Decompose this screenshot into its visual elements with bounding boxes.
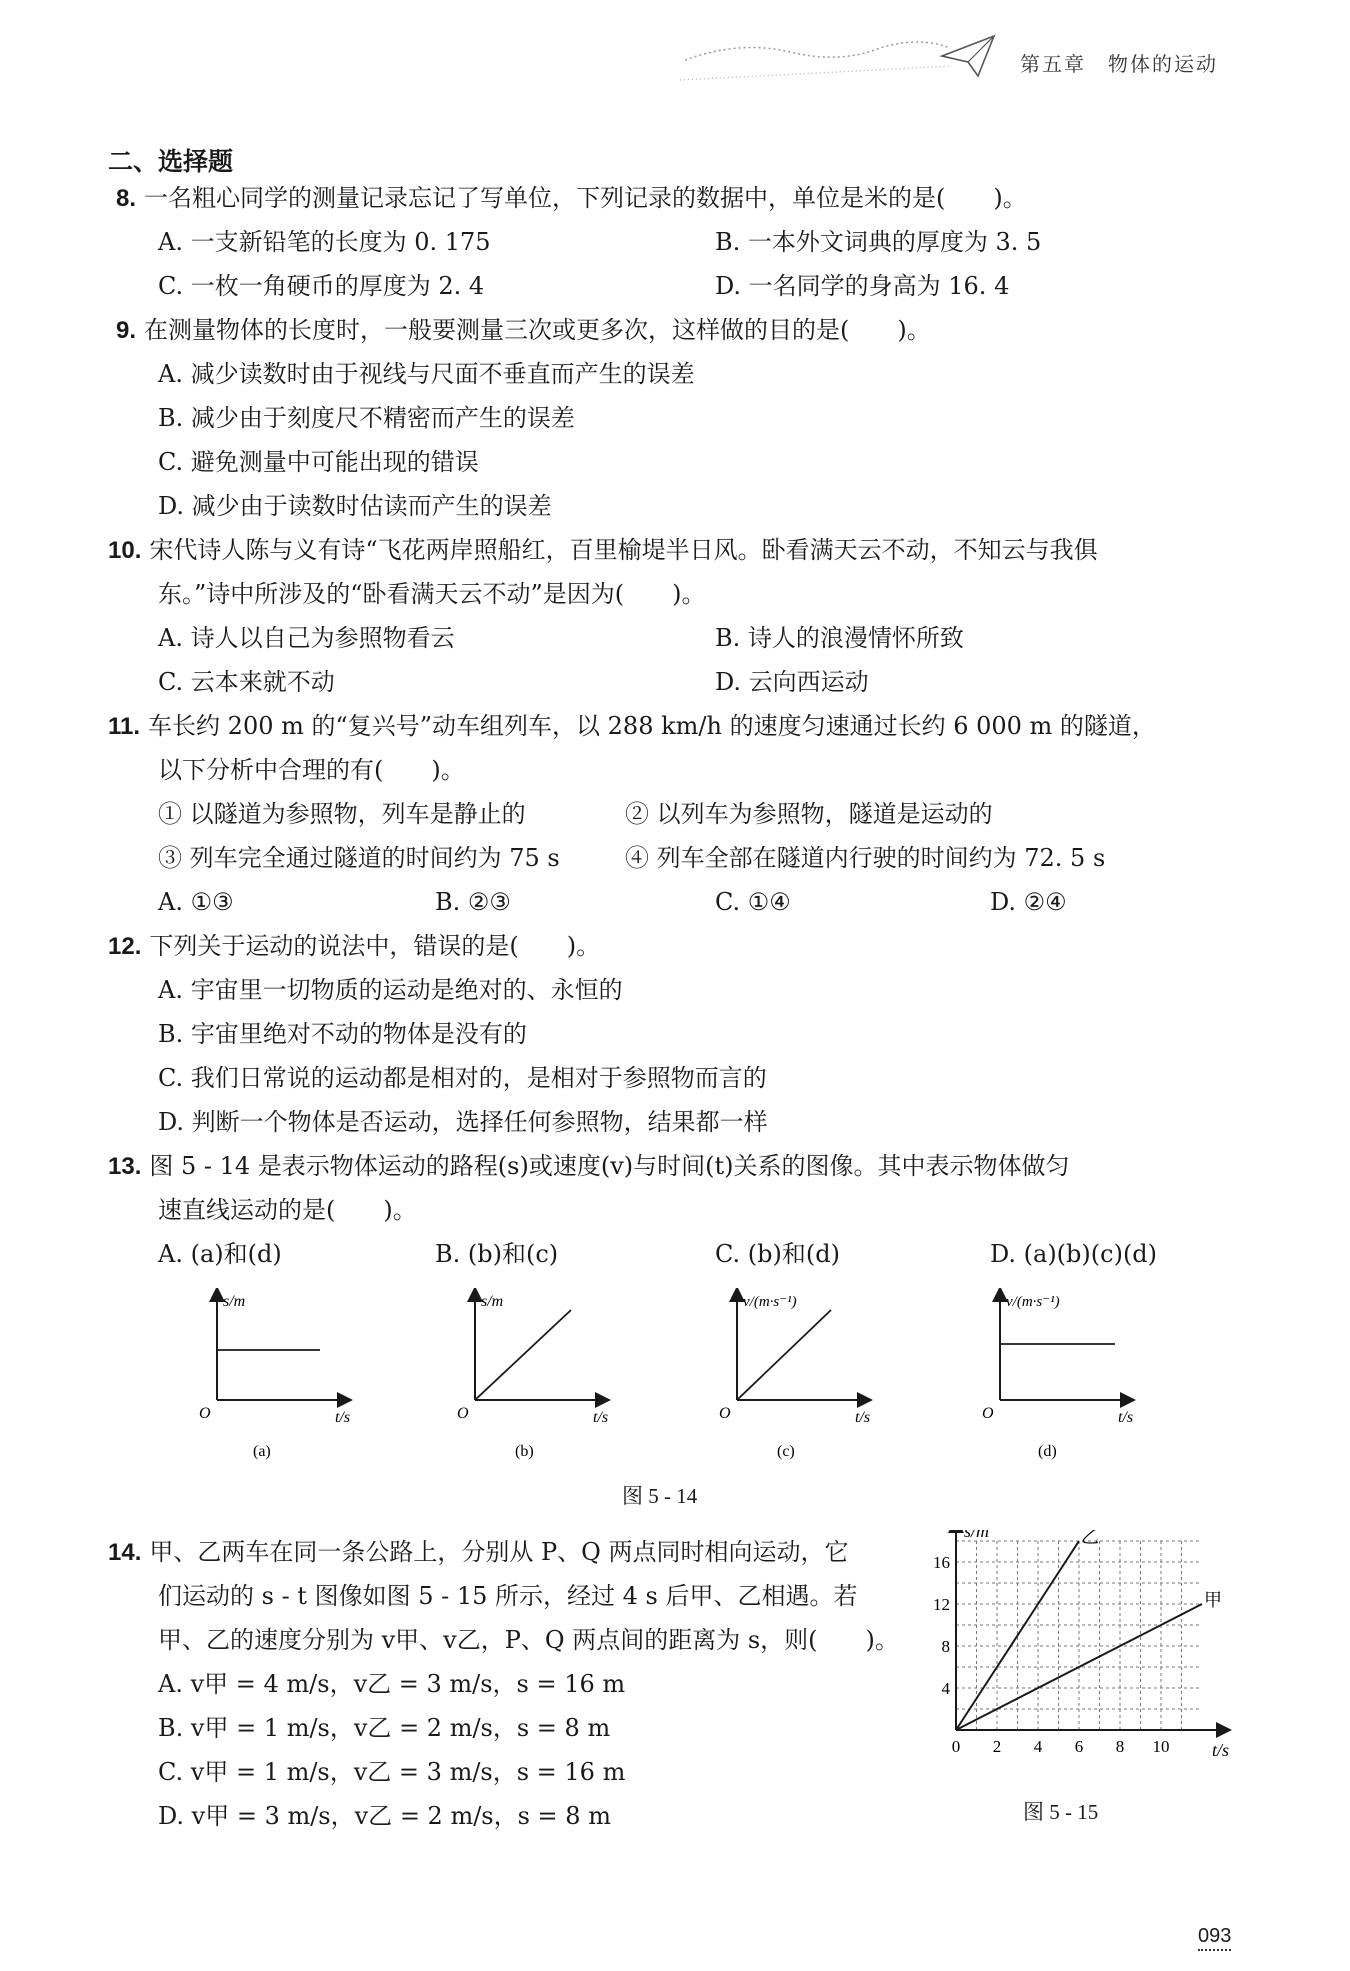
question-8-option-d: D. 一名同学的身高为 16. 4 <box>715 272 1010 300</box>
question-number: 8. <box>116 185 137 212</box>
question-8-stem: 8. 一名粗心同学的测量记录忘记了写单位，下列记录的数据中，单位是米的是( )。 <box>116 184 1027 212</box>
question-13-option-d: D. (a)(b)(c)(d) <box>990 1240 1158 1268</box>
y-axis-label: s/m <box>481 1293 504 1310</box>
y-axis-label: v/(m·s⁻¹) <box>743 1294 797 1310</box>
question-9-stem: 9. 在测量物体的长度时，一般要测量三次或更多次，这样做的目的是( )。 <box>116 316 931 344</box>
sub-caption: (d) <box>1038 1443 1057 1460</box>
figure-5-14-graph-c <box>715 1288 885 1467</box>
question-12-option-c: C. 我们日常说的运动都是相对的，是相对于参照物而言的 <box>158 1064 767 1092</box>
question-11-option-c: C. ①④ <box>715 888 791 916</box>
chart-series <box>956 1530 1222 1730</box>
figure-5-15-chart <box>930 1530 1250 1794</box>
x-tick-label: 4 <box>1033 1737 1043 1756</box>
x-tick-label: 10 <box>1152 1737 1170 1756</box>
question-14-option-c: C. v甲 = 1 m/s，v乙 = 3 m/s，s = 16 m <box>158 1758 626 1786</box>
chapter-title: 第五章 物体的运动 <box>1020 52 1218 76</box>
question-11-statement-1: ① 以隧道为参照物，列车是静止的 <box>158 800 526 828</box>
sub-caption: (c) <box>777 1443 795 1460</box>
question-14-stem-line-2: 们运动的 s - t 图像如图 5 - 15 所示，经过 4 s 后甲、乙相遇。若 <box>158 1582 858 1610</box>
question-11-stem-line-2: 以下分析中合理的有( )。 <box>158 756 465 784</box>
question-13-option-c: C. (b)和(d) <box>715 1240 840 1268</box>
question-number: 10. <box>108 537 142 564</box>
question-11-option-d: D. ②④ <box>990 888 1067 916</box>
graph-line <box>737 1310 831 1400</box>
sub-caption: (b) <box>515 1443 534 1460</box>
x-axis-label: t/s <box>1212 1740 1230 1760</box>
header-decoration <box>680 30 1010 90</box>
question-9-option-d: D. 减少由于读数时估读而产生的误差 <box>158 492 552 520</box>
question-14-option-b: B. v甲 = 1 m/s，v乙 = 2 m/s，s = 8 m <box>158 1714 611 1742</box>
question-12-stem: 12. 下列关于运动的说法中，错误的是( )。 <box>108 932 601 960</box>
question-number: 12. <box>108 933 142 960</box>
graph-line <box>475 1310 571 1400</box>
origin-label: O <box>719 1405 731 1422</box>
figure-5-14-graph-a <box>195 1288 365 1467</box>
figure-5-15-caption: 图 5 - 15 <box>1023 1800 1099 1824</box>
y-tick-label: 12 <box>933 1595 950 1614</box>
question-8-option-c: C. 一枚一角硬币的厚度为 2. 4 <box>158 272 485 300</box>
question-14-option-a: A. v甲 = 4 m/s，v乙 = 3 m/s，s = 16 m <box>158 1670 626 1698</box>
y-axis-label: s/m <box>223 1293 246 1310</box>
question-13-option-a: A. (a)和(d) <box>158 1240 282 1268</box>
question-number: 11. <box>108 713 141 740</box>
question-13-stem-line-1: 13. 图 5 - 14 是表示物体运动的路程(s)或速度(v)与时间(t)关系的图像。其中表示物体做匀 <box>108 1152 1070 1180</box>
figure-5-14-graph-b <box>453 1288 623 1467</box>
question-11-statement-2: ② 以列车为参照物，隧道是运动的 <box>625 800 993 828</box>
figure-5-14-graph-d <box>978 1288 1148 1467</box>
section-title: 二、选择题 <box>108 147 234 176</box>
y-axis-label: v/(m·s⁻¹) <box>1006 1294 1060 1310</box>
question-10-option-b: B. 诗人的浪漫情怀所致 <box>715 624 964 652</box>
question-14-stem-line-1: 14. 甲、乙两车在同一条公路上，分别从 P、Q 两点同时相向运动，它 <box>108 1538 849 1566</box>
x-axis-label: t/s <box>593 1409 609 1426</box>
question-14-option-d: D. v甲 = 3 m/s，v乙 = 2 m/s，s = 8 m <box>158 1802 611 1830</box>
question-14-stem-line-3: 甲、乙的速度分别为 v甲、v乙，P、Q 两点间的距离为 s，则( )。 <box>158 1626 899 1654</box>
question-11-option-a: A. ①③ <box>158 888 234 916</box>
question-9-option-c: C. 避免测量中可能出现的错误 <box>158 448 479 476</box>
question-12-option-a: A. 宇宙里一切物质的运动是绝对的、永恒的 <box>158 976 623 1004</box>
y-tick-label: 8 <box>941 1637 950 1656</box>
question-11-statement-4: ④ 列车全部在隧道内行驶的时间约为 72. 5 s <box>625 844 1106 872</box>
question-13-stem-line-2: 速直线运动的是( )。 <box>158 1196 417 1224</box>
x-tick-label: 2 <box>992 1737 1002 1756</box>
question-11-statement-3: ③ 列车完全通过隧道的时间约为 75 s <box>158 844 560 872</box>
chart-grid <box>956 1541 1202 1730</box>
origin-label: O <box>982 1405 994 1422</box>
paper-plane-icon <box>942 36 994 76</box>
chart-axes <box>956 1530 1224 1730</box>
question-13-option-b: B. (b)和(c) <box>435 1240 559 1268</box>
x-axis-label: t/s <box>335 1409 351 1426</box>
series-label: 甲 <box>1204 1590 1222 1610</box>
question-10-stem-line-1: 10. 宋代诗人陈与义有诗“飞花两岸照船红，百里榆堤半日风。卧看满天云不动，不知云与我俱 <box>108 536 1098 564</box>
question-number: 14. <box>108 1539 142 1566</box>
question-9-option-a: A. 减少读数时由于视线与尺面不垂直而产生的误差 <box>158 360 695 388</box>
page-number: 093 <box>1198 1925 1231 1951</box>
question-10-option-c: C. 云本来就不动 <box>158 668 335 696</box>
question-11-stem-line-1: 11. 车长约 200 m 的“复兴号”动车组列车，以 288 km/h 的速度匀速通过长约 6 000 m 的隧道， <box>108 712 1156 740</box>
question-number: 13. <box>108 1153 142 1180</box>
x-tick-label: 8 <box>1115 1737 1125 1756</box>
series-label: 乙 <box>1081 1530 1099 1547</box>
sub-caption: (a) <box>253 1443 271 1460</box>
y-tick-label: 16 <box>933 1553 950 1572</box>
question-12-option-d: D. 判断一个物体是否运动，选择任何参照物，结果都一样 <box>158 1108 768 1136</box>
y-tick-label: 4 <box>941 1679 950 1698</box>
question-8-option-a: A. 一支新铅笔的长度为 0. 175 <box>158 228 491 256</box>
question-number: 9. <box>116 317 137 344</box>
origin-label: O <box>199 1405 211 1422</box>
question-9-option-b: B. 减少由于刻度尺不精密而产生的误差 <box>158 404 575 432</box>
figure-5-14-caption: 图 5 - 14 <box>622 1484 698 1508</box>
question-12-option-b: B. 宇宙里绝对不动的物体是没有的 <box>158 1020 527 1048</box>
origin-label: O <box>457 1405 469 1422</box>
x-axis-label: t/s <box>855 1409 871 1426</box>
x-tick-label: 0 <box>951 1737 961 1756</box>
y-axis-label: s/m <box>964 1530 990 1541</box>
x-tick-label: 6 <box>1074 1737 1084 1756</box>
question-10-stem-line-2: 东。”诗中所涉及的“卧看满天云不动”是因为( )。 <box>158 580 706 608</box>
question-10-option-d: D. 云向西运动 <box>715 668 869 696</box>
question-8-option-b: B. 一本外文词典的厚度为 3. 5 <box>715 228 1042 256</box>
series-line <box>956 1541 1079 1730</box>
x-axis-label: t/s <box>1118 1409 1134 1426</box>
question-10-option-a: A. 诗人以自己为参照物看云 <box>158 624 455 652</box>
question-11-option-b: B. ②③ <box>435 888 511 916</box>
